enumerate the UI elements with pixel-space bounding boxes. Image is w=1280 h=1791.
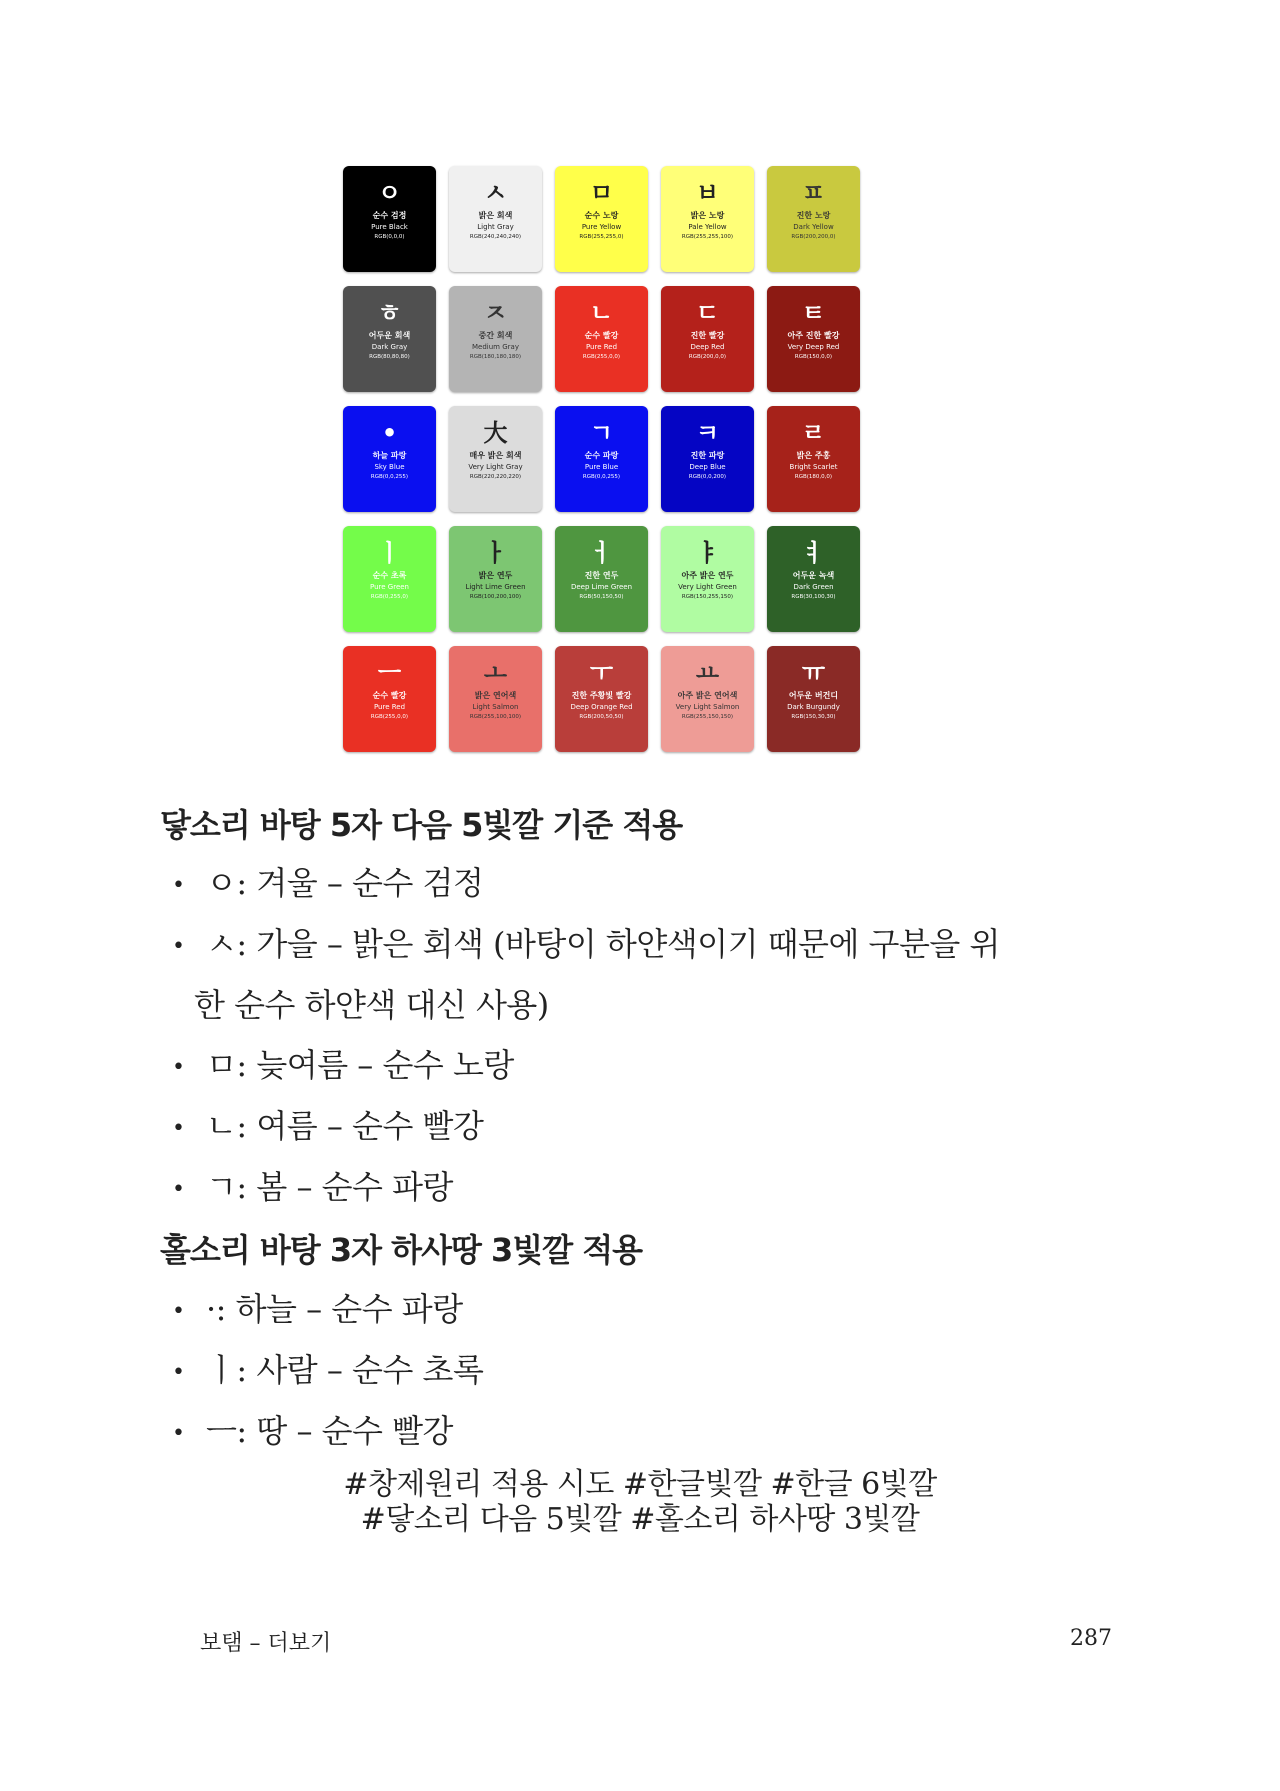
tile-rgb: RGB(80,80,80) xyxy=(369,354,410,360)
tile-jamo: ㅂ xyxy=(695,179,720,207)
tile-jamo: ㅕ xyxy=(801,539,826,567)
tile-english-name: Very Light Green xyxy=(678,583,737,591)
list-item xyxy=(172,858,483,904)
tile-rgb: RGB(255,0,0) xyxy=(582,354,621,360)
tile-rgb: RGB(150,30,30) xyxy=(791,714,836,720)
color-tile xyxy=(661,646,754,752)
tile-rgb: RGB(180,180,180) xyxy=(469,354,522,360)
tile-rgb: RGB(200,200,0) xyxy=(791,234,836,240)
bullet: • xyxy=(172,1055,185,1080)
color-tile xyxy=(449,646,542,752)
tile-korean-name: 밝은 노랑 xyxy=(690,211,725,220)
tile-korean-name: 순수 검정 xyxy=(372,211,407,220)
tile-rgb: RGB(240,240,240) xyxy=(469,234,522,240)
list-item xyxy=(172,1040,514,1086)
tile-jamo: ㄹ xyxy=(801,419,826,447)
tile-english-name: Sky Blue xyxy=(374,463,405,471)
tile-jamo: • xyxy=(381,419,398,447)
tile-jamo: ㅁ xyxy=(589,179,614,207)
tile-korean-name: 어두운 녹색 xyxy=(792,571,835,580)
tile-korean-name: 하늘 파랑 xyxy=(372,451,407,460)
tile-english-name: Deep Orange Red xyxy=(570,703,633,711)
tile-rgb: RGB(0,0,255) xyxy=(582,474,621,480)
tile-jamo: ㄱ xyxy=(589,419,614,447)
tile-jamo: 大 xyxy=(483,419,508,447)
tile-english-name: Light Gray xyxy=(477,223,514,231)
heading-vowels: 홀소리 바탕 3자 하사땅 3빛깔 적용 xyxy=(160,1231,643,1269)
tile-rgb: RGB(0,255,0) xyxy=(370,594,409,600)
tile-korean-name: 밝은 주홍 xyxy=(796,451,831,460)
tile-korean-name: 어두운 회색 xyxy=(368,331,411,340)
tile-english-name: Pale Yellow xyxy=(688,223,727,231)
color-tile xyxy=(343,526,436,632)
tile-rgb: RGB(50,150,50) xyxy=(579,594,624,600)
tile-korean-name: 아주 밝은 연어색 xyxy=(677,691,738,700)
color-tile xyxy=(767,286,860,392)
color-tile xyxy=(661,166,754,272)
tile-english-name: Pure Green xyxy=(370,583,409,591)
tile-rgb: RGB(255,255,0) xyxy=(579,234,624,240)
tile-english-name: Very Light Gray xyxy=(468,463,523,471)
color-tile xyxy=(449,166,542,272)
tile-jamo: ㅈ xyxy=(483,299,508,327)
tile-rgb: RGB(200,50,50) xyxy=(579,714,624,720)
tile-english-name: Pure Blue xyxy=(584,463,619,471)
tile-jamo: ㅏ xyxy=(483,539,508,567)
color-tile xyxy=(555,286,648,392)
list-item xyxy=(172,1345,483,1391)
color-tile xyxy=(449,286,542,392)
color-tile xyxy=(767,406,860,512)
color-tile xyxy=(449,406,542,512)
tile-korean-name: 진한 노랑 xyxy=(796,211,831,220)
tile-korean-name: 진한 파랑 xyxy=(690,451,725,460)
color-tile xyxy=(767,646,860,752)
bullet: • xyxy=(172,1421,185,1446)
heading-consonants: 닿소리 바탕 5자 다음 5빛깔 기준 적용 xyxy=(160,806,683,844)
color-tile xyxy=(555,646,648,752)
list-item-text: ㅡ: 땅 – 순수 빨강 xyxy=(206,1412,453,1450)
tile-jamo: ㅛ xyxy=(695,659,720,687)
tile-english-name: Very Deep Red xyxy=(787,343,840,351)
list-item-text: ㄱ: 봄 – 순수 파랑 xyxy=(206,1168,453,1206)
list-item-text: ·: 하늘 – 순수 파랑 xyxy=(206,1290,463,1328)
list-item-text: ㅇ: 겨울 – 순수 검정 xyxy=(206,864,484,902)
tile-rgb: RGB(255,255,100) xyxy=(681,234,734,240)
bullet: • xyxy=(172,1116,185,1141)
tile-jamo: ㅗ xyxy=(483,659,508,687)
list-item xyxy=(172,1406,453,1452)
tile-english-name: Pure Yellow xyxy=(581,223,622,231)
tile-jamo: ㅌ xyxy=(801,299,826,327)
list-item-text: ㅣ: 사람 – 순수 초록 xyxy=(206,1351,484,1389)
tile-english-name: Dark Green xyxy=(793,583,834,591)
tile-rgb: RGB(220,220,220) xyxy=(469,474,522,480)
hashtags xyxy=(0,1467,1280,1537)
tile-rgb: RGB(150,0,0) xyxy=(794,354,833,360)
tile-korean-name: 중간 회색 xyxy=(478,331,513,340)
color-tile xyxy=(555,526,648,632)
tile-korean-name: 순수 빨강 xyxy=(372,691,407,700)
list-item xyxy=(172,1284,463,1330)
tile-english-name: Dark Gray xyxy=(371,343,408,351)
tile-korean-name: 순수 파랑 xyxy=(584,451,619,460)
tile-korean-name: 순수 초록 xyxy=(372,571,407,580)
tile-korean-name: 순수 빨강 xyxy=(584,331,619,340)
tile-english-name: Deep Blue xyxy=(689,463,726,471)
tile-english-name: Pure Red xyxy=(373,703,406,711)
tile-english-name: Dark Yellow xyxy=(793,223,834,231)
tile-korean-name: 밝은 연두 xyxy=(478,571,513,580)
tile-jamo: ㅡ xyxy=(377,659,402,687)
tile-korean-name: 순수 노랑 xyxy=(584,211,619,220)
list-item xyxy=(172,1162,453,1208)
list-item-text: ㄴ: 여름 – 순수 빨강 xyxy=(206,1107,484,1145)
color-tile xyxy=(343,406,436,512)
color-tile xyxy=(343,646,436,752)
tile-korean-name: 진한 빨강 xyxy=(690,331,725,340)
tile-rgb: RGB(0,0,200) xyxy=(688,474,727,480)
tile-rgb: RGB(100,200,100) xyxy=(469,594,522,600)
tile-jamo: ㅣ xyxy=(377,539,402,567)
tile-jamo: ㄷ xyxy=(695,299,720,327)
tile-korean-name: 매우 밝은 회색 xyxy=(469,451,522,460)
tile-jamo: ㅜ xyxy=(589,659,614,687)
bullet: • xyxy=(172,1177,185,1202)
tile-jamo: ㅇ xyxy=(377,179,402,207)
tile-rgb: RGB(0,0,0) xyxy=(374,234,405,240)
tile-english-name: Light Lime Green xyxy=(465,583,526,591)
tile-english-name: Light Salmon xyxy=(472,703,519,711)
tile-english-name: Pure Black xyxy=(371,223,408,231)
color-tile xyxy=(343,286,436,392)
tile-jamo: ㅍ xyxy=(801,179,826,207)
color-tile xyxy=(767,166,860,272)
tile-korean-name: 밝은 연어색 xyxy=(474,691,517,700)
tile-rgb: RGB(30,100,30) xyxy=(791,594,836,600)
color-tile xyxy=(555,166,648,272)
color-tile xyxy=(767,526,860,632)
tile-jamo: ㄴ xyxy=(589,299,614,327)
tile-jamo: ㅓ xyxy=(589,539,614,567)
tile-jamo: ㅎ xyxy=(377,299,402,327)
tile-english-name: Bright Scarlet xyxy=(789,463,838,471)
tile-rgb: RGB(255,150,150) xyxy=(681,714,734,720)
tile-jamo: ㅠ xyxy=(801,659,826,687)
tile-english-name: Dark Burgundy xyxy=(787,703,840,711)
bullet: • xyxy=(172,1360,185,1385)
tile-korean-name: 아주 밝은 연두 xyxy=(681,571,734,580)
tile-english-name: Medium Gray xyxy=(472,343,519,351)
tile-jamo: ㅅ xyxy=(483,179,508,207)
color-tile xyxy=(449,526,542,632)
tile-korean-name: 진한 주황빛 빨강 xyxy=(571,691,632,700)
list-item-continuation: 한 순수 하얀색 대신 사용) xyxy=(194,986,549,1024)
color-tile xyxy=(661,286,754,392)
color-grid xyxy=(343,166,860,752)
list-item-text: ㅅ: 가을 – 밝은 회색 (바탕이 하얀색이기 때문에 구분을 위 xyxy=(206,925,1000,963)
color-tile xyxy=(661,526,754,632)
tile-rgb: RGB(180,0,0) xyxy=(794,474,833,480)
tile-rgb: RGB(255,0,0) xyxy=(370,714,409,720)
list-item-text: ㅁ: 늦여름 – 순수 노랑 xyxy=(206,1046,514,1084)
bullet: • xyxy=(172,1299,185,1324)
tile-rgb: RGB(0,0,255) xyxy=(370,474,409,480)
tile-korean-name: 어두운 버건디 xyxy=(788,691,839,700)
tile-rgb: RGB(150,255,150) xyxy=(681,594,734,600)
bullet: • xyxy=(172,873,185,898)
hashtag-line: #창제원리 적용 시도 #한글빛깔 #한글 6빛깔 xyxy=(343,1467,937,1502)
page-number: 287 xyxy=(1070,1626,1112,1651)
tile-korean-name: 밝은 회색 xyxy=(478,211,513,220)
color-tile xyxy=(661,406,754,512)
tile-rgb: RGB(255,100,100) xyxy=(469,714,522,720)
tile-english-name: Deep Red xyxy=(690,343,725,351)
tile-korean-name: 아주 진한 빨강 xyxy=(787,331,840,340)
tile-english-name: Deep Lime Green xyxy=(570,583,633,591)
footer-title: 보탬 – 더보기 xyxy=(200,1631,332,1656)
color-tile xyxy=(343,166,436,272)
bullet: • xyxy=(172,934,185,959)
tile-jamo: ㅋ xyxy=(695,419,720,447)
tile-english-name: Very Light Salmon xyxy=(675,703,740,711)
tile-rgb: RGB(200,0,0) xyxy=(688,354,727,360)
list-item xyxy=(172,1101,483,1147)
list-item xyxy=(172,919,1000,965)
tile-english-name: Pure Red xyxy=(585,343,618,351)
hashtag-line: #닿소리 다음 5빛깔 #홀소리 하사땅 3빛깔 xyxy=(360,1502,920,1537)
tile-korean-name: 진한 연두 xyxy=(584,571,619,580)
color-tile xyxy=(555,406,648,512)
tile-jamo: ㅑ xyxy=(695,539,720,567)
